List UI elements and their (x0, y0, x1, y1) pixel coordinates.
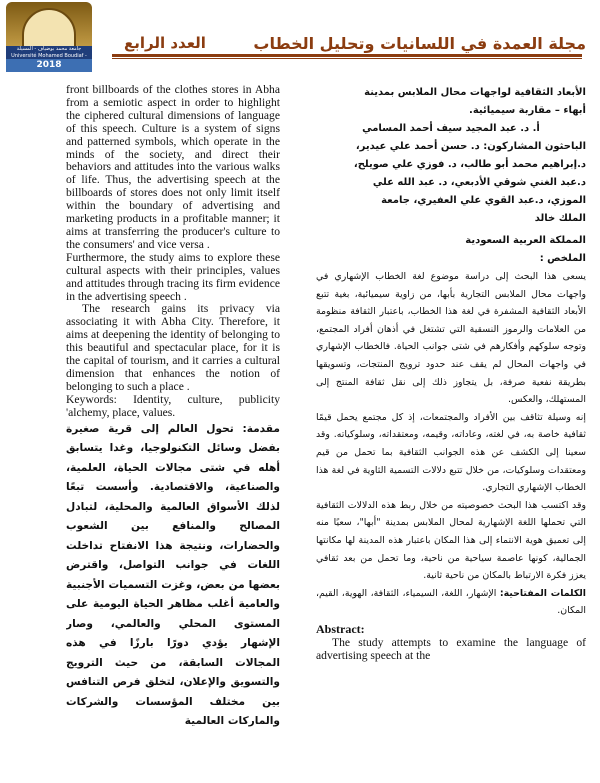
issue-label: العدد الرابع (124, 34, 206, 52)
right-column (316, 84, 586, 779)
researchers-line-3: د.عبد الغني شوقي الأدبعي، د. عبد الله علي (372, 177, 586, 188)
summary-paragraph-3: وقد اكتسب هذا البحث خصوصيته من خلال ربط هذه الدلالات الثقافية التي تحملها اللغة الإشهارية لمحال الملابس بمدينة "أبها"، سعيًا منه إلى تعميق هوية الانتماء إلى هذا المكان باعتبار هذه المدينة لها مكانتها الجمالية، كونها عاصمة سياحية من ناحية، وما تحمل من بعد ثقافي يعزز فكرة الارتباط بالمكان من ناحية ثانية. (316, 499, 586, 582)
header-rule-thin (112, 58, 582, 59)
researchers-line-1 (316, 138, 586, 156)
logo-emblem (22, 8, 76, 48)
abstract-heading: Abstract: (316, 621, 365, 636)
english-abstract-paragraph-2: Furthermore, the study aims to explore these cultural aspects with their principles, values and attitudes through tracing its firm evidence in the advertising speech . (66, 250, 280, 303)
logo-year: 2018 (6, 59, 92, 72)
logo-arch (6, 2, 92, 52)
english-keywords: Keywords: Identity, culture, publicity 'alchemy, place, values. (66, 392, 280, 419)
introduction-text: تحول العالم إلى قرية صغيرة بفضل وسائل التكنولوجيا، وغدا يتسابق أهله في شتى مجالات الحياة، العلمية، والصناعية، والاقتصادية. وأسست تبعًا لذلك الأسواق العالمية والمحلية، لتبادل المصالح والمنافع بين الشعوب والحضارات، ونتيجة هذا الانفتاح تداخلت اللغات في جوانب التواصل، واقترض بعضها من بعض، وغزت التسميات الأجنبية والعامية أغلب مظاهر الحياة اليومية على المستوى المحلي والعالمي، وصار الإشهار يؤدي دورًا بارزًا في هذه المجالات السابقة، من حيث الترويج والتسويق والإعلان، لتخلق فرص التنافس بين مختلف المؤسسات والشركات والماركات العالمية (66, 422, 280, 728)
summary-paragraph-2: إنه وسيلة تثاقف بين الأفراد والمجتمعات، إذ كل مجتمع يحمل قيمًا ثقافية خاصة به، في لغته، وعاداته، وقيمه، ومعتقداته، وسلوكياته. وقد سعينا إلى الكشف عن هذه الجوانب الثقافية بما تحمل من قيم ومعتقدات وسلوكيات، من خلال تتبع دلالات التسمية الثاوية في لغة هذا الخطاب الإشهاري التجاري. (316, 411, 586, 494)
researchers-line-2: د.إبراهيم محمد أبو طالب، د. فوزي علي صويلح، (353, 159, 586, 170)
researchers-line-4: الموزي، د.عبد القوي علي العفيري، جامعة (381, 195, 586, 206)
summary-paragraph-1: يسعى هذا البحث إلى دراسة موضوع لغة الخطاب الإشهاري في واجهات محال الملابس التجارية بأبها، من زاوية سيميائية، بغية تتبع الأبعاد الثقافية المشفرة في لغة هذا الخطاب، باعتبار الثقافة منظومة من العلامات والرموز النسقية التي تشتغل في أذهان أفراد المجتمع، وتوجه سلوكهم وأفكارهم في شتى جوانب الحياة. فالخطاب الإشهاري في واجهات المحال لم يقف عند حدود ترويج المنتجات، وتسويقها بطريقة نفعية صرفة، بل يتجاوز ذلك إلى نقل ثقافة المنتج إلى المستهلك، والعكس. (316, 271, 586, 406)
abstract-opening: The study attempts to examine the language of advertising speech at the (316, 635, 586, 662)
country-name: المملكة العربية السعودية (465, 235, 586, 246)
researchers-names-1: د. حسن أحمد علي عيدير، (355, 141, 480, 152)
header-rule (112, 54, 582, 57)
main-author: أ. د. عبد المجيد سيف أحمد المسامي (362, 123, 540, 134)
page-header (0, 0, 600, 82)
arabic-keywords (316, 585, 586, 620)
article-title-line-1: الأبعاد الثقافية لواجهات محال الملابس بمدينة (364, 87, 586, 98)
english-abstract-paragraph-3: The research gains its privacy via associating it with Abha City. Therefore, it aims at deepening the identity of belonging to this beautiful and spectacular place, for it is the capital of tourism, and it carries a cultural dimension that enhances the notion of belonging to such a place . (66, 302, 280, 393)
logo-text: جامعة محمد بوضياف - المسيلة Université Mohamed Boudiaf - (6, 46, 92, 60)
university-logo (6, 2, 92, 74)
introduction-label: مقدمة: (242, 422, 280, 435)
introduction (66, 420, 280, 732)
university-name: الملك خالد (534, 213, 586, 224)
journal-title: مجلة العمدة في اللسانيات وتحليل الخطاب (253, 34, 586, 53)
arabic-keywords-label: الكلمات المفتاحية: (499, 587, 586, 599)
article-title-line-2: أبهاء – مقاربة سيميائية. (469, 105, 586, 116)
left-column (66, 84, 280, 779)
researchers-label: الباحثون المشاركون: (483, 141, 586, 152)
summary-label: الملخص : (539, 253, 586, 264)
english-abstract-paragraph-1: front billboards of the clothes stores in Abha from a semiotic aspect in order to highlight the ciphered cultural dimensions of language of this speech. Culture is a system of signs and patterned symbols, which operate in the minds of the society, and direct their behaviors and attitudes into the various walks of life. Thus, the advertising speech at the billboards of stores does not only limit itself within the boundary of advertising and marketing products in a profitable manner; it aims at transferring the producer's culture to the consumers' and vice versa . (66, 84, 280, 251)
arabic-keywords-text: الإشهار، اللغة، السيمياء، الثقافة، الهوية، القيم، المكان. (316, 587, 586, 617)
